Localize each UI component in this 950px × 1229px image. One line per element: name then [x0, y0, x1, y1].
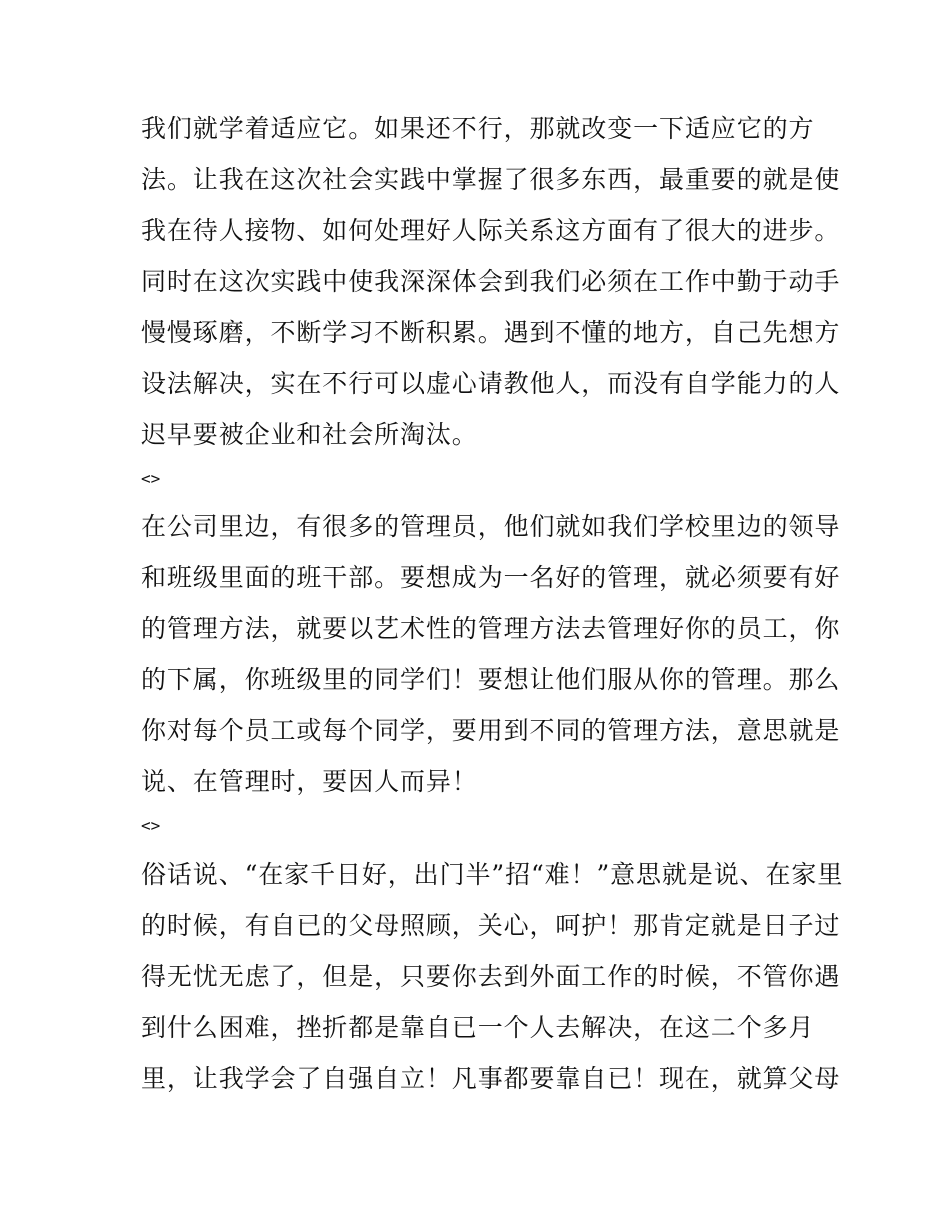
section-separator: <> — [141, 816, 161, 835]
text-line: 设法解决，实在不行可以虚心请教他人，而没有自学能力的人 — [141, 369, 841, 398]
text-line: 在公司里边，有很多的管理员，他们就如我们学校里边的领导 — [141, 512, 841, 541]
text-line: 你对每个员工或每个同学，要用到不同的管理方法，意思就是 — [141, 716, 841, 745]
text-line: 到什么困难，挫折都是靠自已一个人去解决，在这二个多月 — [141, 1013, 815, 1042]
text-line: 法。让我在这次社会实践中掌握了很多东西，最重要的就是使 — [141, 165, 841, 194]
text-line: 我在待人接物、如何处理好人际关系这方面有了很大的进步。 — [141, 216, 841, 245]
text-line: 我们就学着适应它。如果还不行，那就改变一下适应它的方 — [141, 114, 815, 143]
text-line: 的管理方法，就要以艺术性的管理方法去管理好你的员工，你 — [141, 614, 841, 643]
section-separator: <> — [141, 469, 161, 488]
text-line: 慢慢琢磨，不断学习不断积累。遇到不懂的地方，自己先想方 — [141, 318, 841, 347]
text-line: 俗话说、“在家千日好，出门半”招“难！”意思就是说、在家里 — [141, 860, 844, 889]
text-line: 得无忧无虑了，但是，只要你去到外面工作的时候，不管你遇 — [141, 962, 841, 991]
text-line: 的时候，有自已的父母照顾，关心，呵护！那肯定就是日子过 — [141, 911, 841, 940]
text-line: 和班级里面的班干部。要想成为一名好的管理，就必须要有好 — [141, 563, 841, 592]
text-line: 说、在管理时，要因人而异！ — [141, 767, 478, 796]
text-line: 迟早要被企业和社会所淘汰。 — [141, 420, 478, 449]
text-line: 同时在这次实践中使我深深体会到我们必须在工作中勤于动手 — [141, 267, 841, 296]
text-line: 里，让我学会了自强自立！凡事都要靠自已！现在，就算父母 — [141, 1064, 841, 1093]
text-line: 的下属，你班级里的同学们！要想让他们服从你的管理。那么 — [141, 665, 841, 694]
